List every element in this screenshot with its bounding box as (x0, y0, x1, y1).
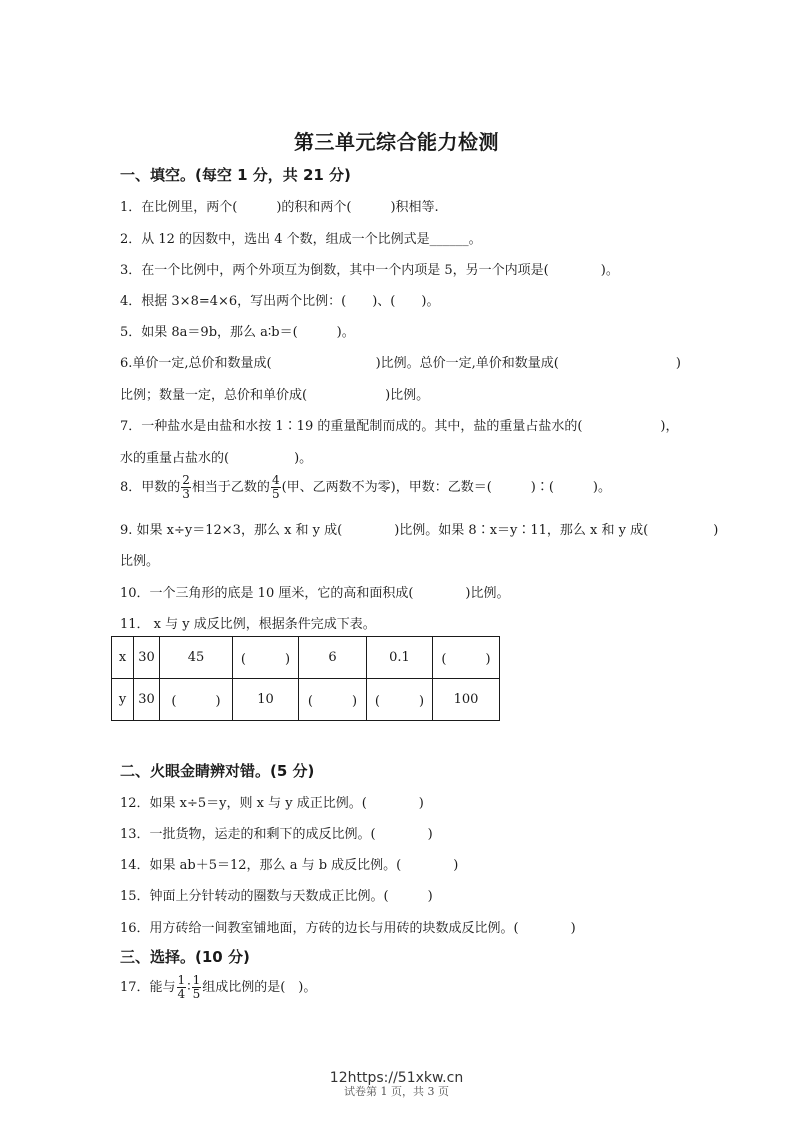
question-12: 12．如果 x÷5＝y，则 x 与 y 成正比例。( ) (120, 796, 424, 811)
table-cell-blank: ( ) (433, 637, 500, 679)
question-11: 11． x 与 y 成反比例，根据条件完成下表。 (120, 617, 376, 632)
table-cell: 45 (160, 637, 233, 679)
question-3: 3．在一个比例中，两个外项互为倒数，其中一个内项是 5，另一个内项是( )。 (120, 263, 619, 278)
question-2: 2．从 12 的因数中，选出 4 个数，组成一个比例式是______。 (120, 232, 482, 247)
question-9-line-1: 9. 如果 x÷y＝12×3，那么 x 和 y 成( )比例。如果 8∶x＝y∶11，那么 x 和 y 成( ) (120, 523, 719, 538)
page-number: 试卷第 1 页，共 3 页 (344, 1085, 449, 1098)
question-8 (120, 474, 611, 501)
question-6-line-2: 比例；数量一定，总价和单价成( )比例。 (120, 388, 430, 403)
question-9-line-2: 比例。 (120, 554, 160, 569)
table-cell-blank: ( ) (160, 679, 233, 721)
question-1: 1．在比例里，两个( )的积和两个( )积相等. (120, 200, 439, 215)
question-8-prefix: 8．甲数的 (120, 480, 181, 495)
watermark-url: 12https://51xkw.cn (329, 1070, 464, 1086)
table-cell-blank: ( ) (233, 637, 299, 679)
question-17-suffix: 组成比例的是( )。 (202, 980, 317, 995)
question-14: 14．如果 ab＋5＝12，那么 a 与 b 成反比例。( ) (120, 858, 459, 873)
question-17-prefix: 17．能与 (120, 980, 176, 995)
question-10: 10．一个三角形的底是 10 厘米，它的高和面积成( )比例。 (120, 586, 510, 601)
table-cell: 10 (233, 679, 299, 721)
table-cell: 100 (433, 679, 500, 721)
fraction-two-thirds: $\frac{2}{3}$ (182, 473, 190, 501)
question-7-line-2: 水的重量占盐水的( )。 (120, 451, 313, 466)
table-cell: 6 (299, 637, 367, 679)
table-cell-blank: ( ) (367, 679, 433, 721)
section-3-heading: 三、选择。(10 分) (120, 948, 250, 966)
page-title: 第三单元综合能力检测 (294, 130, 499, 154)
table-row-x (112, 637, 500, 679)
table-row-y (112, 679, 500, 721)
question-8-suffix: (甲、乙两数不为零)，甲数：乙数＝( )∶( )。 (281, 480, 612, 495)
question-5: 5．如果 8a＝9b，那么 a∶b＝( )。 (120, 325, 355, 340)
question-7-line-1: 7．一种盐水是由盐和水按 1∶19 的重量配制而成的。其中，盐的重量占盐水的( )， (120, 419, 679, 434)
question-17 (120, 974, 316, 1001)
ratio-colon: ∶ (187, 980, 191, 995)
table-cell: 30 (134, 679, 160, 721)
table-cell: 0.1 (367, 637, 433, 679)
section-2-heading: 二、火眼金睛辨对错。(5 分) (120, 762, 315, 780)
question-4: 4．根据 3×8=4×6，写出两个比例：( )、( )。 (120, 294, 440, 309)
table-cell-blank: ( ) (299, 679, 367, 721)
fraction-one-quarter: $\frac{1}{4}$ (177, 973, 186, 1001)
question-6-line-1: 6.单价一定,总价和数量成( )比例。总价一定,单价和数量成( ) (120, 356, 681, 371)
fraction-one-fifth: $\frac{1}{5}$ (192, 973, 201, 1001)
xy-table (111, 636, 500, 721)
fraction-four-fifths: $\frac{4}{5}$ (271, 473, 280, 501)
question-15: 15．钟面上分针转动的圈数与天数成正比例。( ) (120, 889, 433, 904)
table-cell: y (112, 679, 134, 721)
question-16: 16．用方砖给一间教室铺地面，方砖的边长与用砖的块数成反比例。( ) (120, 921, 576, 936)
table-cell: x (112, 637, 134, 679)
question-8-middle: 相当于乙数的 (191, 480, 270, 495)
section-1-heading: 一、填空。(每空 1 分，共 21 分) (120, 166, 351, 184)
table-cell: 30 (134, 637, 160, 679)
question-13: 13．一批货物，运走的和剩下的成反比例。( ) (120, 827, 433, 842)
